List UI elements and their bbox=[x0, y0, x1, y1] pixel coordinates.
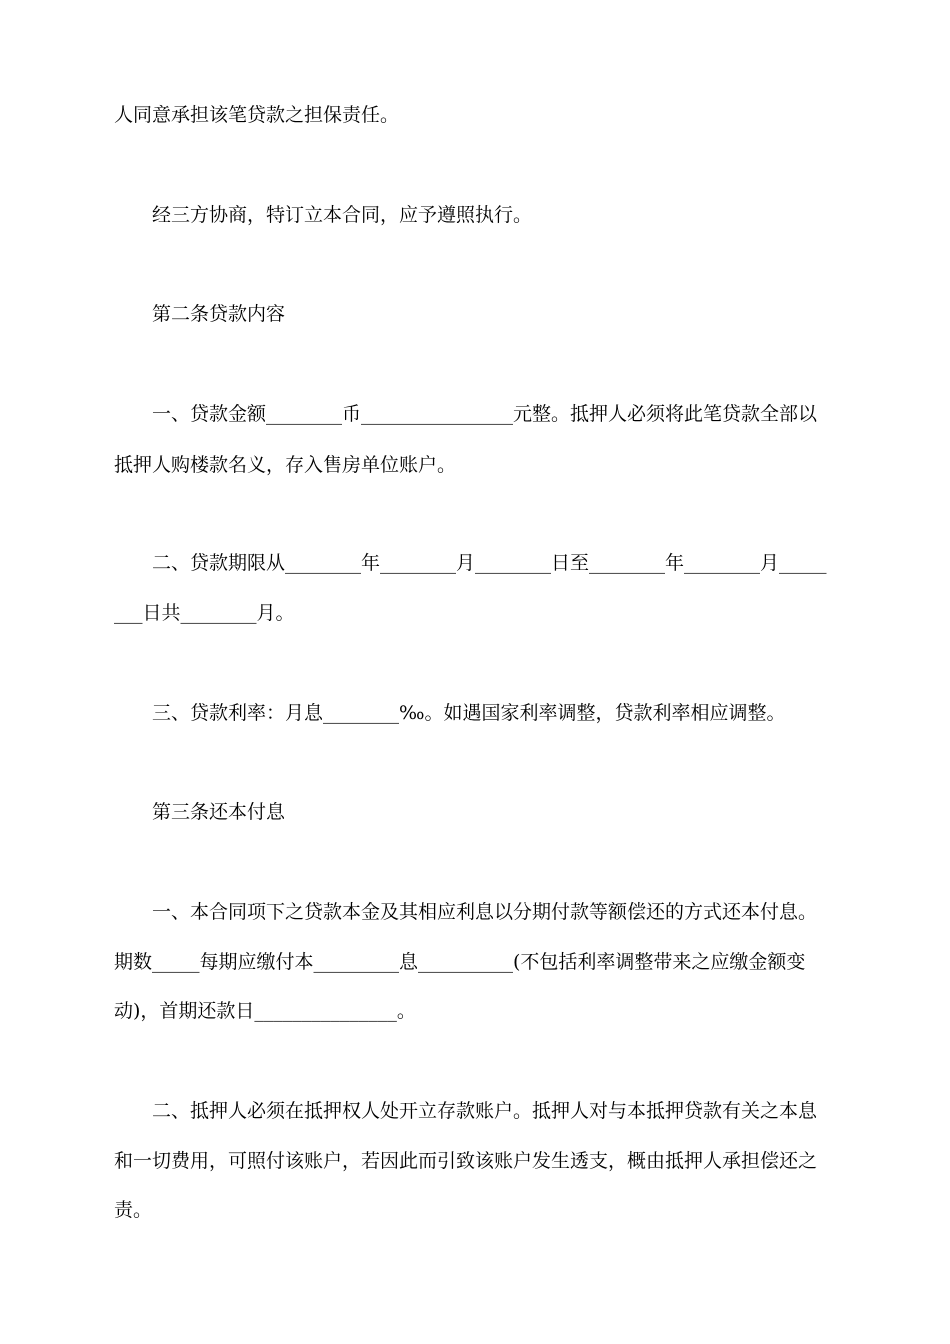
text-line: 责。 bbox=[114, 1199, 153, 1221]
text-line: 一、贷款金额________币________________元整。抵押人必须将此笔贷款全部以 bbox=[152, 403, 818, 425]
text-line: 动)，首期还款日_______________。 bbox=[114, 1000, 416, 1022]
text-line: 抵押人购楼款名义，存入售房单位账户。 bbox=[114, 454, 457, 476]
text-line: 期数_____每期应缴付本_________息__________(不包括利率调整带来之应缴金额变 bbox=[114, 951, 806, 973]
text-line: 三、贷款利率：月息________‰。如遇国家利率调整，贷款利率相应调整。 bbox=[152, 702, 786, 724]
text-line: 一、本合同项下之贷款本金及其相应利息以分期付款等额偿还的方式还本付息。 bbox=[152, 901, 818, 923]
text-line: 二、抵押人必须在抵押权人处开立存款账户。抵押人对与本抵押贷款有关之本息 bbox=[152, 1100, 818, 1122]
text-line: ___日共________月。 bbox=[114, 602, 295, 624]
text-line: 人同意承担该笔贷款之担保责任。 bbox=[114, 104, 400, 126]
text-line: 二、贷款期限从________年________月________日至________年________月_____ bbox=[152, 552, 827, 574]
heading-text: 第三条还本付息 bbox=[152, 801, 286, 823]
text-line: 经三方协商，特订立本合同，应予遵照执行。 bbox=[152, 204, 533, 226]
text-line: 和一切费用，可照付该账户，若因此而引致该账户发生透支，概由抵押人承担偿还之 bbox=[114, 1150, 818, 1172]
heading-text: 第二条贷款内容 bbox=[152, 303, 286, 325]
